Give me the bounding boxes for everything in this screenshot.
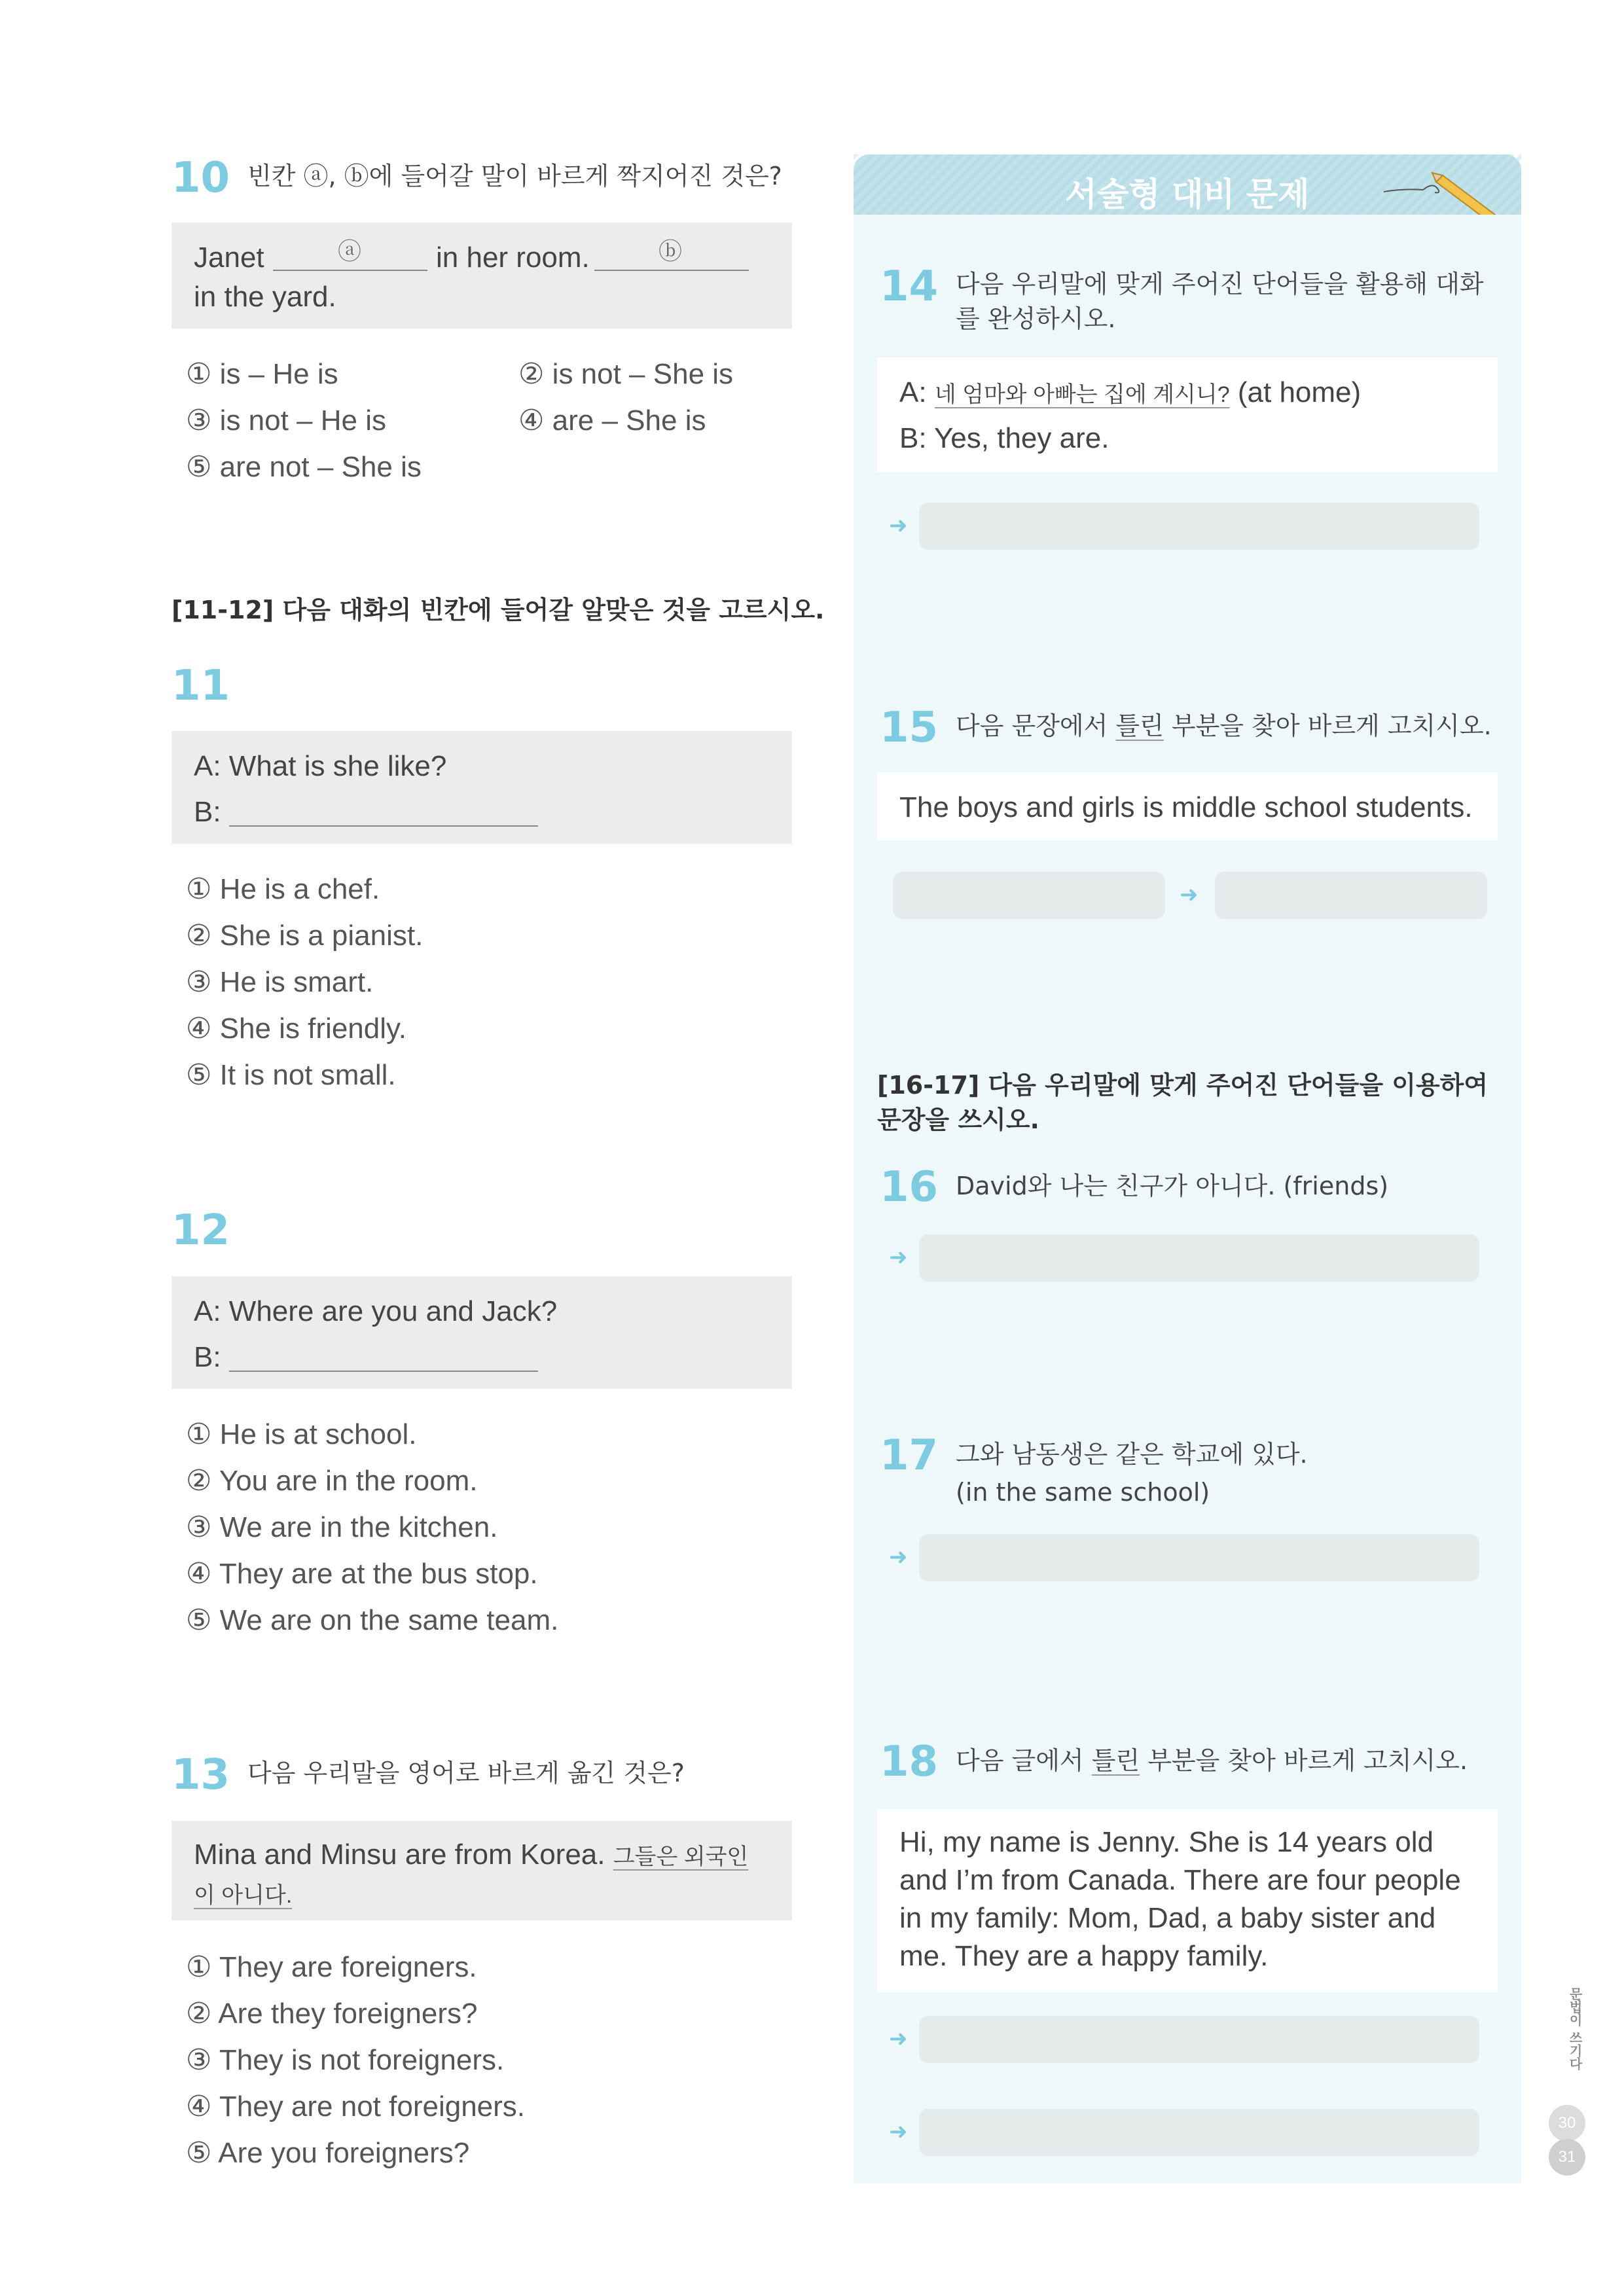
english-sentence: Mina and Minsu are from Korea. (194, 1839, 605, 1871)
question-number: 18 (880, 1738, 939, 1786)
box-text: Janet (194, 242, 264, 274)
speaker-a: A: (899, 376, 927, 408)
option-4[interactable]: ④ She is friendly. (186, 1013, 406, 1045)
option-4[interactable]: ④ are – She is (518, 404, 706, 437)
pencil-icon (1377, 162, 1508, 215)
question-text-part: 부분을 찾아 바르게 고치시오. (1140, 1746, 1468, 1775)
box-text: in her room. (436, 242, 590, 274)
hint: (at home) (1237, 376, 1362, 408)
question-text-part: 부분을 찾아 바르게 고치시오. (1163, 711, 1492, 740)
question-box (171, 223, 792, 329)
dialogue-line-a: A: Where are you and Jack? (194, 1295, 558, 1327)
sentence-box (877, 772, 1498, 840)
box-text: in the yard. (194, 281, 336, 313)
instruction: [16-17] 다음 우리말에 맞게 주어진 단어들을 이용하여 문장을 쓰시오. (877, 1071, 1489, 1135)
option-4[interactable]: ④ They are not foreigners. (186, 2090, 526, 2123)
question-text: 그와 남동생은 같은 학교에 있다. (956, 1440, 1308, 1469)
dialogue-box (171, 1276, 792, 1389)
page-number-left: 30 (1549, 2105, 1585, 2142)
incorrect-sentence: The boys and girls is middle school students. (899, 791, 1473, 823)
arrow-icon: ➜ (889, 512, 908, 539)
answer-blank (229, 825, 538, 827)
question-text: 다음 우리말에 맞게 주어진 단어들을 활용해 대화를 완성하시오. (956, 270, 1484, 334)
arrow-icon: ➜ (889, 2119, 908, 2145)
question-box (171, 1821, 792, 1920)
option-1[interactable]: ① He is a chef. (186, 873, 380, 905)
question-text (956, 1744, 1468, 1778)
question-text-underlined: 틀린 (1091, 1746, 1140, 1775)
option-1[interactable]: ① They are foreigners. (186, 1951, 477, 1983)
question-text (956, 709, 1492, 744)
option-3[interactable]: ③ They is not foreigners. (186, 2044, 505, 2076)
korean-underlined: 그들은 외국인이 아니다. (194, 1844, 749, 1909)
option-5[interactable]: ⑤ Are you foreigners? (186, 2137, 470, 2169)
option-2[interactable]: ② Are they foreigners? (186, 1998, 478, 2030)
answer-field[interactable] (919, 1234, 1479, 1282)
answer-field[interactable] (919, 2016, 1479, 2063)
answer-field[interactable] (919, 1534, 1479, 1581)
answer-field-correct[interactable] (1215, 872, 1487, 919)
option-3[interactable]: ③ We are in the kitchen. (186, 1511, 498, 1543)
option-2[interactable]: ② She is a pianist. (186, 920, 424, 952)
question-text-underlined: 틀린 (1115, 711, 1164, 740)
blank-mark-a: ⓐ (338, 238, 362, 264)
option-3[interactable]: ③ is not – He is (186, 404, 387, 437)
dialogue-line-b: B: (194, 796, 221, 828)
question-number: 13 (171, 1751, 230, 1799)
question-number: 11 (171, 662, 230, 710)
arrow-icon: ➜ (889, 1544, 908, 1570)
option-1[interactable]: ① He is at school. (186, 1418, 417, 1450)
option-2[interactable]: ② is not – She is (518, 358, 734, 390)
dialogue-line-a (899, 373, 1361, 412)
side-tab-label: 문법이 쓰기다 (1567, 1987, 1583, 2070)
question-text-part: 다음 문장에서 (956, 711, 1116, 740)
box-text (194, 1835, 770, 1913)
option-4[interactable]: ④ They are at the bus stop. (186, 1558, 538, 1590)
question-number: 12 (171, 1206, 230, 1255)
option-2[interactable]: ② You are in the room. (186, 1465, 478, 1497)
question-text: 빈칸 ⓐ, ⓑ에 들어갈 말이 바르게 짝지어진 것은? (247, 162, 782, 190)
arrow-icon: ➜ (889, 1244, 908, 1270)
page-number-right: 31 (1549, 2139, 1585, 2176)
dialogue-line-b: B: Yes, they are. (899, 422, 1110, 454)
answer-field[interactable] (919, 2109, 1479, 2156)
dialogue-box (171, 731, 792, 844)
panel-title: 서술형 대비 문제 (1065, 175, 1310, 213)
instruction: [11-12] 다음 대화의 빈칸에 들어갈 알맞은 것을 고르시오. (171, 596, 825, 624)
option-5[interactable]: ⑤ We are on the same team. (186, 1604, 559, 1636)
answer-field-wrong[interactable] (893, 872, 1165, 919)
question-number: 14 (880, 262, 939, 311)
answer-field[interactable] (919, 503, 1479, 550)
question-number: 15 (880, 704, 939, 752)
question-text: David와 나는 친구가 아니다. (friends) (956, 1172, 1389, 1200)
arrow-icon: ➜ (1180, 882, 1199, 908)
question-text: 다음 우리말을 영어로 바르게 옮긴 것은? (247, 1759, 685, 1787)
question-number: 10 (171, 154, 230, 202)
passage-text: Hi, my name is Jenny. She is 14 years old and I’m from Canada. There are four people in my family: Mom, Dad, a baby sister and me. They are a happy family. (899, 1826, 1461, 1973)
blank-b (594, 270, 749, 271)
dialogue-line-a: A: What is she like? (194, 750, 447, 782)
korean-underlined: 네 엄마와 아빠는 집에 계시니? (934, 382, 1230, 407)
question-number: 17 (880, 1431, 939, 1480)
panel-header (854, 154, 1521, 215)
dialogue-line-b: B: (194, 1341, 221, 1373)
question-text-part: 다음 글에서 (956, 1746, 1092, 1775)
question-hint: (in the same school) (956, 1478, 1210, 1507)
option-5[interactable]: ⑤ are not – She is (186, 451, 422, 483)
option-1[interactable]: ① is – He is (186, 358, 338, 390)
blank-a (273, 270, 427, 271)
option-3[interactable]: ③ He is smart. (186, 966, 374, 998)
question-number: 16 (880, 1163, 939, 1211)
passage-box (877, 1809, 1498, 1992)
dialogue-box (877, 357, 1498, 473)
option-5[interactable]: ⑤ It is not small. (186, 1059, 396, 1091)
arrow-icon: ➜ (889, 2026, 908, 2052)
blank-mark-b: ⓑ (659, 238, 683, 264)
answer-blank (229, 1371, 538, 1372)
